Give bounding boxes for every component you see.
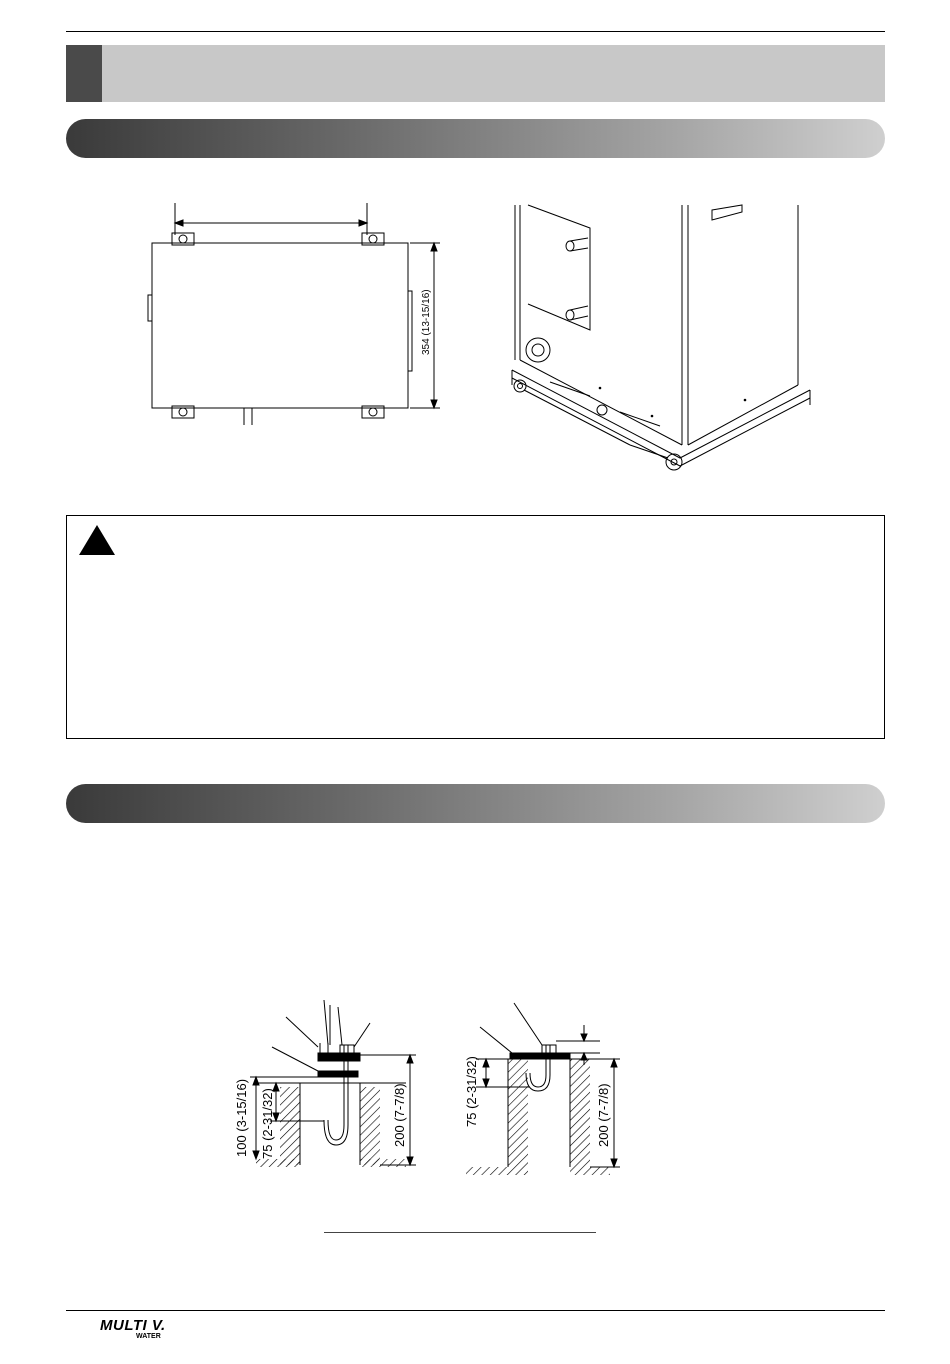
dim-right-height-label: 200 (7-7/8): [596, 1083, 611, 1147]
dim-left-height-label: 200 (7-7/8): [392, 1083, 407, 1147]
brand-logo-sub: WATER: [136, 1333, 161, 1340]
chapter-number-tab: [66, 45, 102, 102]
unit-isometric-drawing: [490, 200, 820, 490]
dim-right-inner-label: 75 (2-31/32): [464, 1056, 479, 1127]
dim-left-total-label: 100 (3-15/16): [234, 1078, 249, 1157]
dim-depth-label: 354 (13-15/16): [421, 289, 432, 355]
dim-left-inner-label: 75 (2-31/32): [260, 1088, 275, 1159]
footer-rule: [66, 1310, 885, 1311]
section-header-bar-1: [66, 119, 885, 158]
warning-triangle-icon: [77, 522, 117, 558]
anchor-bolt-drawing: [220, 995, 640, 1190]
header-rule: [66, 31, 885, 32]
unit-top-view-drawing: [140, 195, 450, 435]
brand-logo: [100, 1318, 166, 1341]
figure-caption-rule: [324, 1232, 596, 1233]
caution-box: [66, 515, 885, 739]
chapter-title-bar: [66, 45, 885, 102]
brand-logo-main: MULTI V.: [100, 1317, 166, 1334]
section-header-bar-2: [66, 784, 885, 823]
